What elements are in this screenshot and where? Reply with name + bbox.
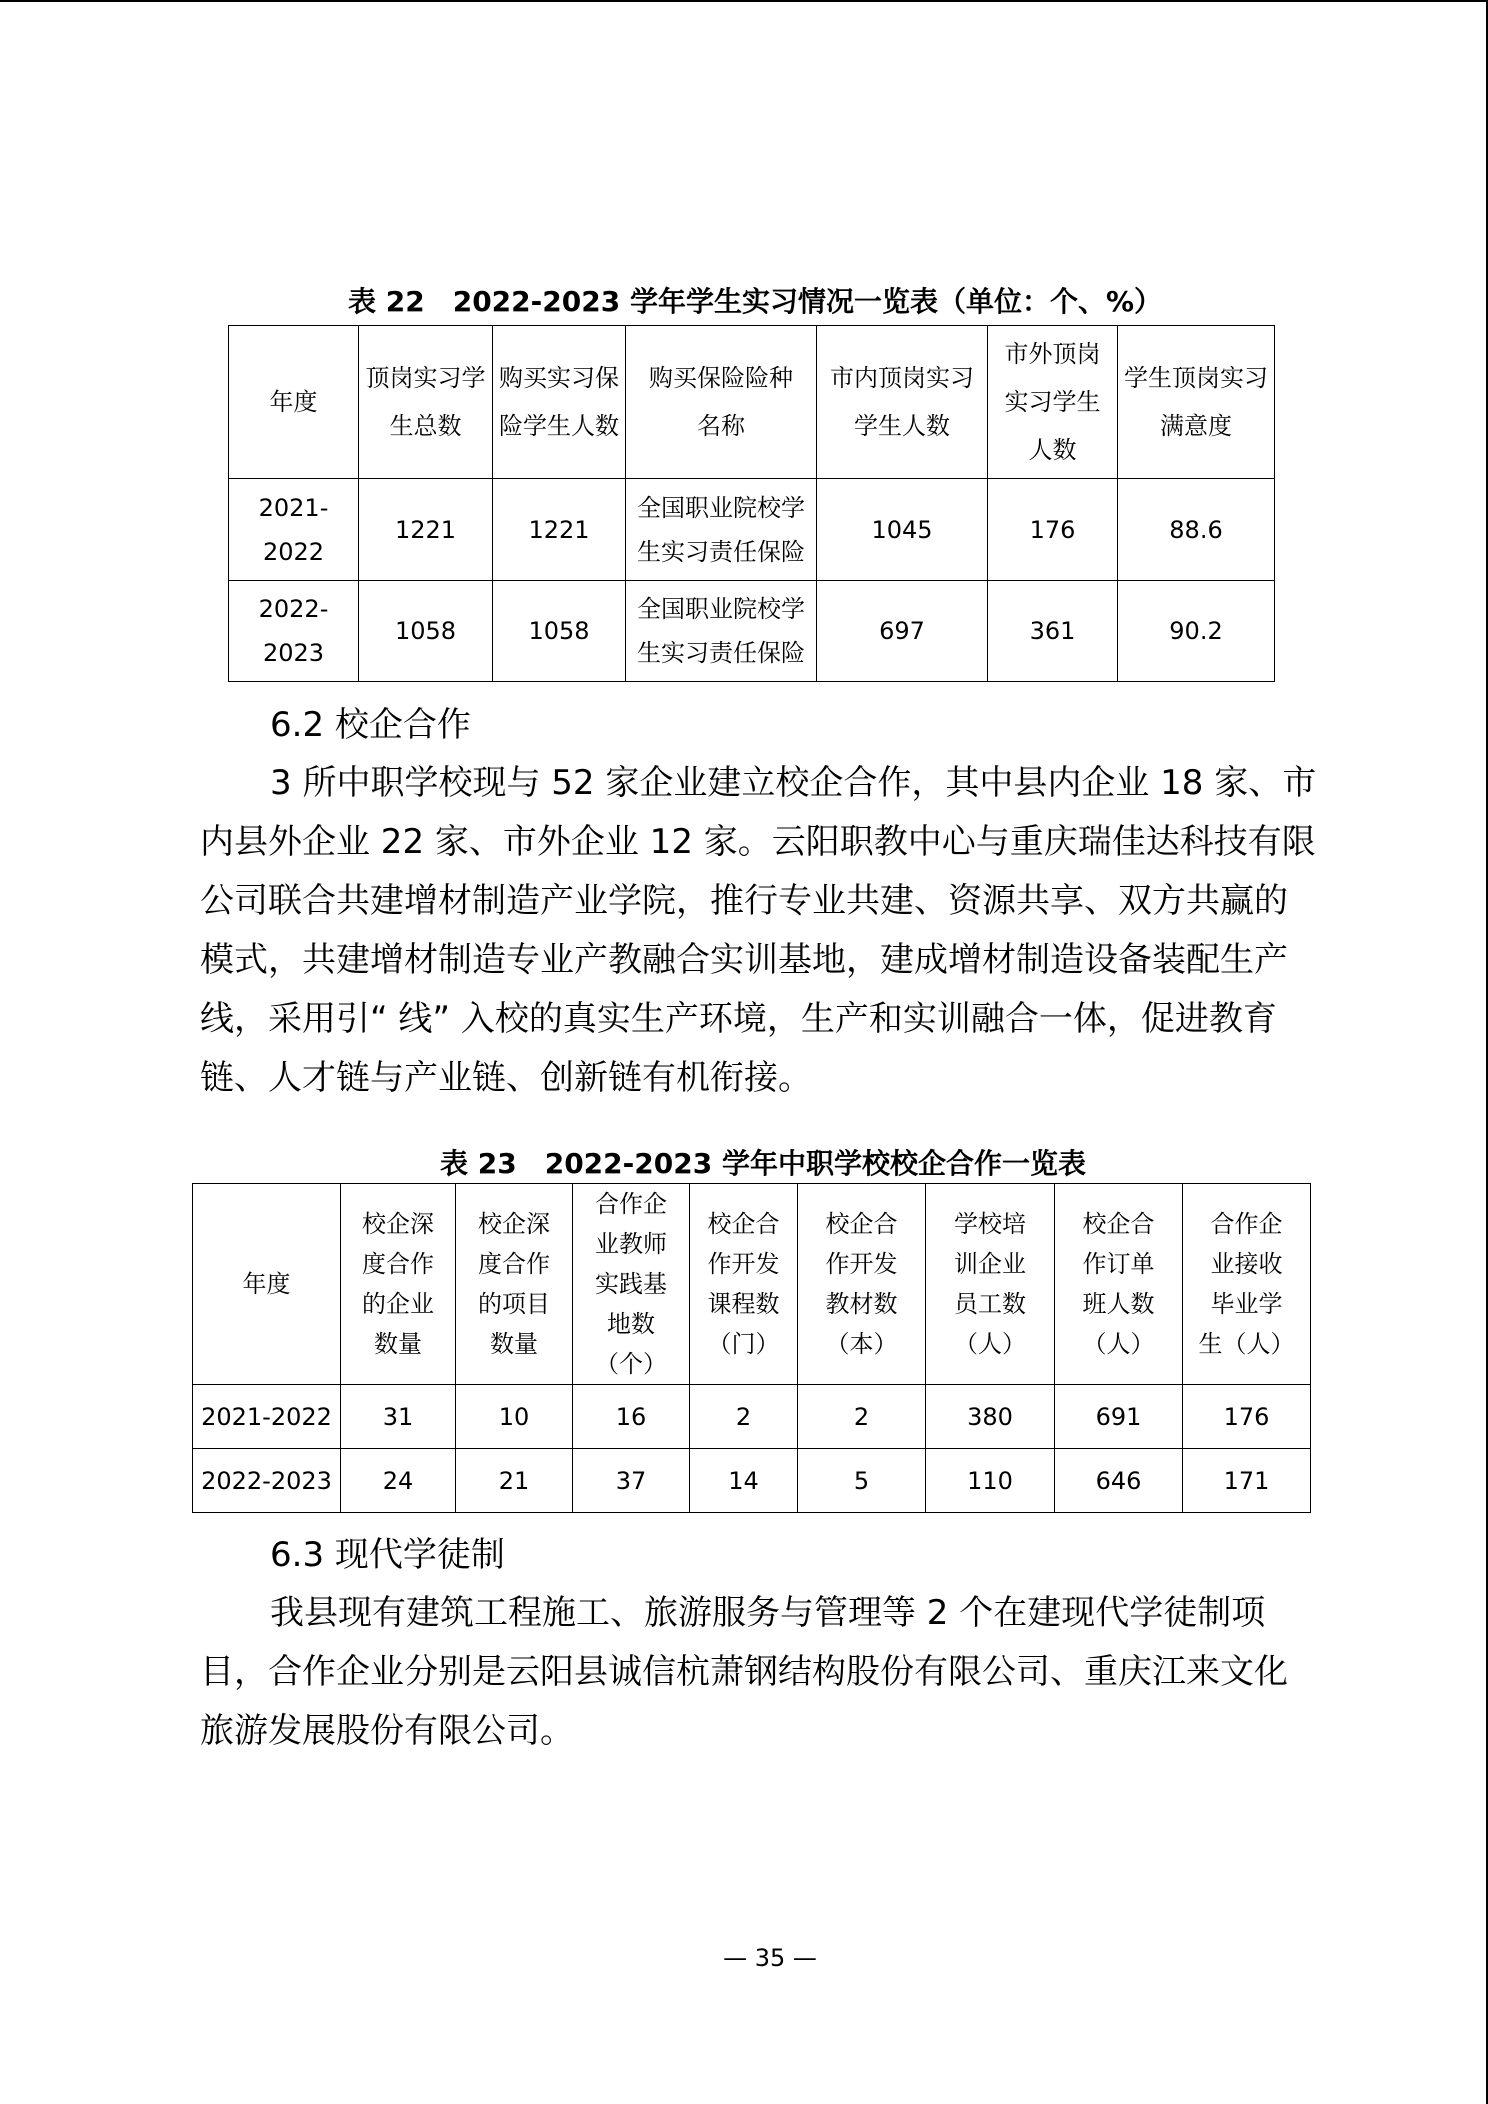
paragraph-line: 旅游发展股份有限公司。 — [200, 1711, 574, 1751]
table23-cell: 380 — [926, 1385, 1055, 1449]
table23-header-cell: 学校培 训企业 员工数 （人） — [926, 1184, 1055, 1385]
table22-header-row — [229, 326, 1275, 479]
table23-cell: 14 — [690, 1449, 798, 1513]
table22-cell-insured: 1058 — [493, 581, 626, 682]
table22-cell-total: 1058 — [359, 581, 493, 682]
table23-header-cell: 校企合 作开发 教材数 （本） — [798, 1184, 926, 1385]
paragraph-line: 线，采用引“ 线” 入校的真实生产环境，生产和实训融合一体，促进教育 — [200, 999, 1277, 1039]
table-row — [229, 479, 1275, 581]
table22-cell-total: 1221 — [359, 479, 493, 581]
table23-cell: 2 — [690, 1385, 798, 1449]
paragraph-line: 我县现有建筑工程施工、旅游服务与管理等 2 个在建现代学徒制项 — [270, 1593, 1266, 1633]
table23-header-cell: 校企合 作开发 课程数 （门） — [690, 1184, 798, 1385]
table22-header-cell: 市外顶岗 实习学生 人数 — [988, 326, 1118, 479]
table23-header-row — [193, 1184, 1311, 1385]
section-6-2-heading: 6.2 校企合作 — [270, 705, 471, 745]
table23-header-cell: 合作企 业接收 毕业学 生（人） — [1183, 1184, 1311, 1385]
table23-cell: 21 — [456, 1449, 573, 1513]
table-row — [229, 581, 1275, 682]
section-6-2-paragraph — [200, 754, 1317, 1108]
table-row — [193, 1385, 1311, 1449]
table23-cell: 2021-2022 — [193, 1385, 341, 1449]
table22-cell-in-city: 697 — [817, 581, 988, 682]
section-6-3-paragraph — [200, 1584, 1310, 1761]
table23-cell: 5 — [798, 1449, 926, 1513]
page-number: — 35 — — [723, 1944, 817, 1972]
page-top-border — [0, 0, 1488, 2]
table23-header-cell: 合作企 业教师 实践基 地数 （个） — [573, 1184, 690, 1385]
paragraph-line: 公司联合共建增材制造产业学院，推行专业共建、资源共享、双方共赢的 — [200, 881, 1288, 921]
table23-cell: 646 — [1055, 1449, 1183, 1513]
table-row — [193, 1449, 1311, 1513]
table22-cell-insurance-name: 全国职业院校学 生实习责任保险 — [626, 479, 817, 581]
table23-cell: 110 — [926, 1449, 1055, 1513]
table22 — [228, 325, 1275, 682]
table22-caption: 表 22 2022-2023 学年学生实习情况一览表（单位：个、%） — [348, 285, 1162, 318]
table23-cell: 37 — [573, 1449, 690, 1513]
table23-cell: 176 — [1183, 1385, 1311, 1449]
table23-cell: 31 — [341, 1385, 456, 1449]
paragraph-line: 3 所中职学校现与 52 家企业建立校企合作，其中县内企业 18 家、市 — [270, 763, 1317, 803]
table23-cell: 10 — [456, 1385, 573, 1449]
table22-cell-out-city: 176 — [988, 479, 1118, 581]
table23-cell: 2 — [798, 1385, 926, 1449]
paragraph-line: 模式，共建增材制造专业产教融合实训基地，建成增材制造设备装配生产 — [200, 940, 1288, 980]
table22-cell-year: 2022-2023 — [229, 581, 359, 682]
paragraph-line: 目，合作企业分别是云阳县诚信杭萧钢结构股份有限公司、重庆江来文化 — [200, 1652, 1288, 1692]
table23-header-cell: 校企合 作订单 班人数 （人） — [1055, 1184, 1183, 1385]
table22-header-cell: 学生顶岗实习 满意度 — [1118, 326, 1275, 479]
paragraph-line: 链、人才链与产业链、创新链有机衔接。 — [200, 1058, 812, 1098]
paragraph-line: 内县外企业 22 家、市外企业 12 家。云阳职教中心与重庆瑞佳达科技有限 — [200, 822, 1316, 862]
table22-cell-insurance-name: 全国职业院校学 生实习责任保险 — [626, 581, 817, 682]
table22-header-cell: 年度 — [229, 326, 359, 479]
table22-header-cell: 市内顶岗实习 学生人数 — [817, 326, 988, 479]
table23-cell: 16 — [573, 1385, 690, 1449]
table23-header-cell: 校企深 度合作 的项目 数量 — [456, 1184, 573, 1385]
table22-header-cell: 购买实习保 险学生人数 — [493, 326, 626, 479]
table23-cell: 2022-2023 — [193, 1449, 341, 1513]
table23-cell: 691 — [1055, 1385, 1183, 1449]
table22-cell-satisfaction: 88.6 — [1118, 479, 1275, 581]
table22-cell-satisfaction: 90.2 — [1118, 581, 1275, 682]
table22-cell-in-city: 1045 — [817, 479, 988, 581]
table23 — [192, 1183, 1311, 1513]
table22-cell-year: 2021-2022 — [229, 479, 359, 581]
table23-header-cell: 年度 — [193, 1184, 341, 1385]
table22-cell-insured: 1221 — [493, 479, 626, 581]
table23-header-cell: 校企深 度合作 的企业 数量 — [341, 1184, 456, 1385]
table22-cell-out-city: 361 — [988, 581, 1118, 682]
table23-cell: 171 — [1183, 1449, 1311, 1513]
section-6-3-heading: 6.3 现代学徒制 — [270, 1535, 505, 1575]
table22-header-cell: 顶岗实习学 生总数 — [359, 326, 493, 479]
table23-cell: 24 — [341, 1449, 456, 1513]
table23-caption: 表 23 2022-2023 学年中职学校校企合作一览表 — [440, 1147, 1086, 1180]
table22-header-cell: 购买保险险种 名称 — [626, 326, 817, 479]
